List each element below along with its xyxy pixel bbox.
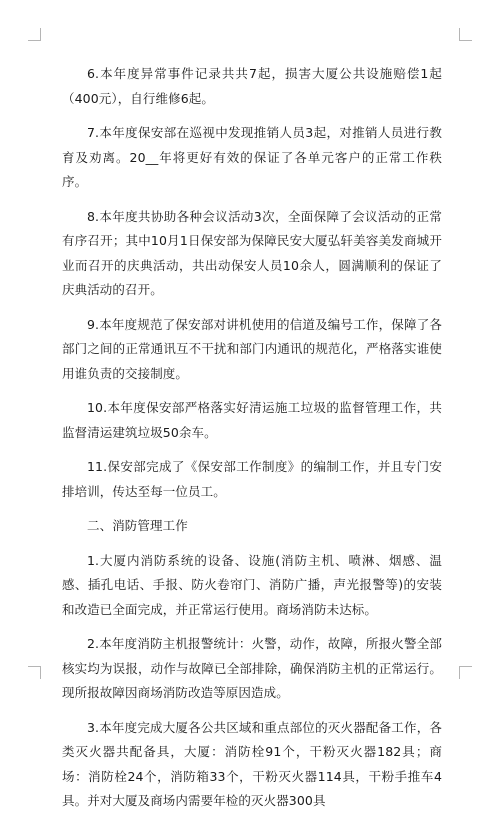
paragraph-meetings: 8.本年度共协助各种会议活动3次，全面保障了会议活动的正常有序召开；其中10月1日保安部为保障民安大厦弘轩美容美发商城开业而召开的庆典活动，共出动保安人员10余人，圆满顺利的保证了庆典活动的召开。 [62, 208, 442, 297]
paragraph-incident-records: 6.本年度异常事件记录共共7起，损害大厦公共设施赔偿1起（400元），自行维修6起。 [62, 66, 442, 106]
crop-mark-top-left [28, 28, 41, 41]
crop-mark-bottom-right [459, 666, 472, 679]
crop-mark-bottom-left [28, 666, 41, 679]
paragraph-fire-alarm-stats: 2.本年度消防主机报警统计：火警，动作，故障，所报火警全部核实均为误报，动作与故障已全部排除，确保消防主机的正常运行。现所报故障因商场消防改造等原因造成。 [62, 636, 442, 700]
paragraph-garbage: 10.本年度保安部严格落实好清运施工垃圾的监督管理工作，共监督清运建筑垃圾50余车。 [62, 400, 442, 440]
document-body [62, 62, 442, 824]
paragraph-fire-system: 1.大厦内消防系统的设备、设施(消防主机、喷淋、烟感、温感、插孔电话、手报、防火卷帘门、消防广播，声光报警等)的安装和改造已全面完成，并正常运行使用。商场消防未达标。 [62, 552, 442, 617]
section-heading-fire: 二、消防管理工作 [87, 518, 188, 533]
crop-mark-top-right [459, 28, 472, 41]
paragraph-salespeople: 7.本年度保安部在巡视中发现推销人员3起，对推销人员进行教育及劝离。20__年将更好有效的保证了各单元客户的正常工作秩序。 [62, 125, 442, 189]
paragraph-walkie-talkie: 9.本年度规范了保安部对讲机使用的信道及编号工作，保障了各部门之间的正常通讯互不干扰和部门内通讯的规范化，严格落实谁使用谁负责的交接制度。 [62, 316, 442, 381]
paragraph-extinguishers: 3.本年度完成大厦各公共区域和重点部位的灭火器配备工作，各类灭火器共配备具，大厦：消防栓91个，干粉灭火器182具；商场：消防栓24个，消防箱33个，干粉灭火器114具，干粉手推车4具。并对大厦及商场内需要年检的灭火器300具 [62, 719, 442, 808]
paragraph-work-rules: 11.保安部完成了《保安部工作制度》的编制工作，并且专门安排培训，传达至每一位员工。 [62, 459, 442, 499]
